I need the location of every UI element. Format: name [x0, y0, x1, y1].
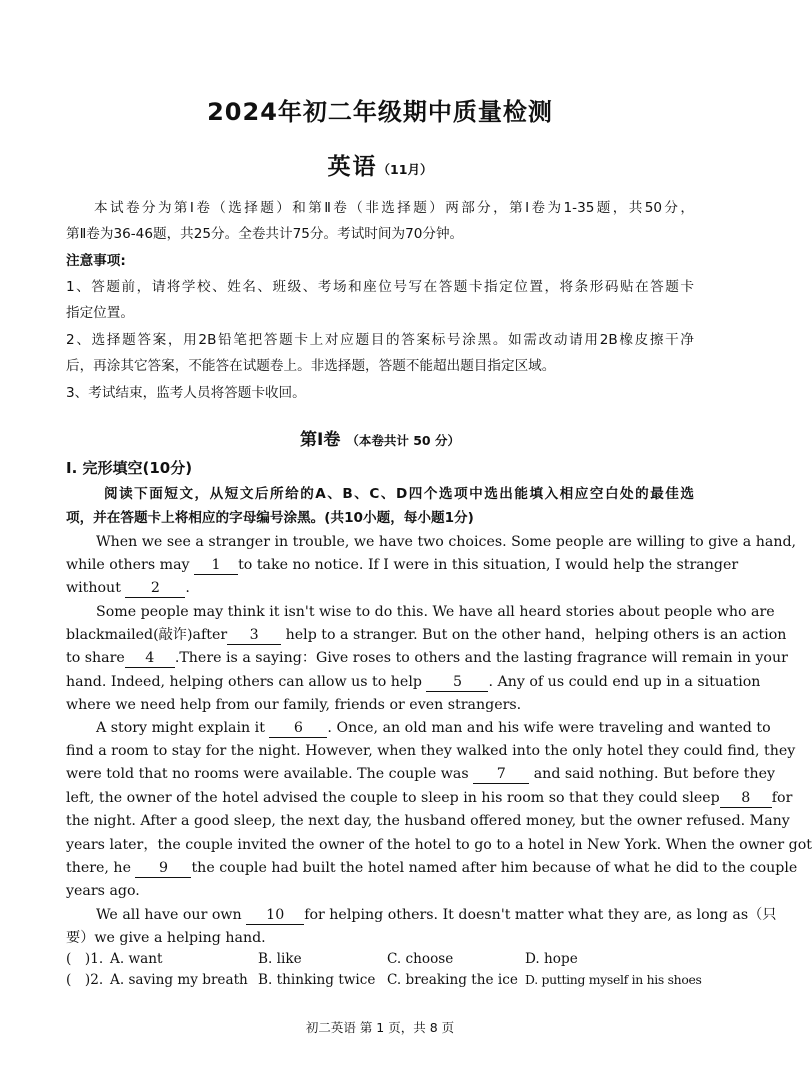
- passage-line: We all have our own 10 for helping others. It doesn't matter what they are, as long as（只: [96, 907, 777, 923]
- blank-1: 1: [194, 557, 238, 575]
- passage-line: When we see a stranger in trouble, we have two choices. Some people are willing to give a hand,: [96, 534, 797, 550]
- question-number: ( )2.: [66, 972, 104, 988]
- intro-line-2: 第Ⅱ卷为36-46题，共25分。全卷共计75分。考试时间为70分钟。: [66, 226, 464, 242]
- option-b[interactable]: B. thinking twice: [258, 972, 376, 988]
- blank-4: 4: [125, 650, 175, 668]
- passage-line: hand. Indeed, helping others can allow us to help 5 . Any of us could end up in a situation: [66, 674, 761, 690]
- passage-line: years ago.: [66, 883, 140, 899]
- blank-7: 7: [473, 766, 529, 784]
- option-a[interactable]: A. want: [110, 951, 163, 967]
- option-d[interactable]: D. hope: [525, 951, 578, 967]
- page-footer: 初二英语 第 1 页，共 8 页: [305, 1020, 455, 1035]
- passage-line: without 2 .: [66, 580, 190, 596]
- passage-line: the night. After a good sleep, the next day, the husband offered money, but the owner refused. Many: [66, 813, 790, 829]
- intro-line-1: 本试卷分为第Ⅰ卷（选择题）和第Ⅱ卷（非选择题）两部分，第Ⅰ卷为1-35题，共50分，: [94, 200, 694, 216]
- blank-3: 3: [227, 627, 281, 645]
- passage-line: while others may 1 to take no notice. If I were in this situation, I would help the stranger: [66, 557, 739, 573]
- passage-line: blackmailed(敲诈)after 3 help to a stranger. But on the other hand，helping others is an action: [66, 627, 787, 643]
- option-c[interactable]: C. breaking the ice: [387, 972, 518, 988]
- passage-line: where we need help from our family, friends or even strangers.: [66, 697, 522, 713]
- passage-line: Some people may think it isn't wise to do this. We have all heard stories about people who are: [96, 604, 775, 620]
- question-number: ( )1.: [66, 951, 104, 967]
- section-instruction-2: 项，并在答题卡上将相应的字母编号涂黑。(共10小题，每小题1分): [66, 510, 474, 526]
- passage-line: A story might explain it 6 . Once, an old man and his wife were traveling and wanted to: [96, 720, 771, 736]
- passage-line: find a room to stay for the night. However, when they walked into the only hotel they could find, they: [66, 743, 796, 759]
- option-b[interactable]: B. like: [258, 951, 302, 967]
- subject-name: 英语: [327, 154, 378, 180]
- passage-line: were told that no rooms were available. The couple was 7 and said nothing. But before they: [66, 766, 776, 782]
- option-c[interactable]: C. choose: [387, 951, 454, 967]
- blank-9: 9: [135, 860, 191, 878]
- notes-heading: 注意事项:: [66, 253, 126, 269]
- part-one-score: （本卷共计 50 分）: [346, 433, 460, 448]
- blank-5: 5: [426, 674, 488, 692]
- passage-line: left, the owner of the hotel advised the couple to sleep in his room so that they could sleep 8 for: [66, 790, 793, 806]
- blank-2: 2: [125, 580, 185, 598]
- note-line: 后，再涂其它答案，不能答在试题卷上。非选择题，答题不能超出题目指定区域。: [66, 358, 556, 374]
- passage-line: to share 4 .There is a saying：Give roses to others and the lasting fragrance will remain in your: [66, 650, 788, 666]
- blank-10: 10: [246, 907, 304, 925]
- exam-title: 2024年初二年级期中质量检测: [207, 98, 553, 126]
- section-instruction-1: 阅读下面短文，从短文后所给的A、B、C、D四个选项中选出能填入相应空白处的最佳选: [104, 486, 694, 502]
- blank-8: 8: [720, 790, 772, 808]
- note-line: 1、答题前，请将学校、姓名、班级、考场和座位号写在答题卡指定位置，将条形码贴在答题卡: [66, 279, 694, 295]
- note-line: 2、选择题答案，用2B铅笔把答题卡上对应题目的答案标号涂黑。如需改动请用2B橡皮擦干净: [66, 332, 694, 348]
- part-one-title: 第Ⅰ卷: [300, 430, 341, 450]
- exam-month: （11月）: [377, 162, 433, 177]
- note-line: 指定位置。: [66, 305, 134, 321]
- passage-line: 要）we give a helping hand.: [66, 930, 266, 946]
- part-one-heading: [0, 425, 760, 450]
- option-a[interactable]: A. saving my breath: [110, 972, 248, 988]
- subject-heading: [0, 148, 760, 181]
- option-d[interactable]: D. putting myself in his shoes: [525, 972, 702, 987]
- note-line: 3、考试结束，监考人员将答题卡收回。: [66, 385, 306, 401]
- passage-line: there, he 9 the couple had built the hotel named after him because of what he did to the couple: [66, 860, 798, 876]
- section-heading: I. 完形填空(10分): [66, 459, 193, 477]
- passage-line: years later，the couple invited the owner of the hotel to go to a hotel in New York. When the owner got: [66, 837, 812, 853]
- blank-6: 6: [269, 720, 327, 738]
